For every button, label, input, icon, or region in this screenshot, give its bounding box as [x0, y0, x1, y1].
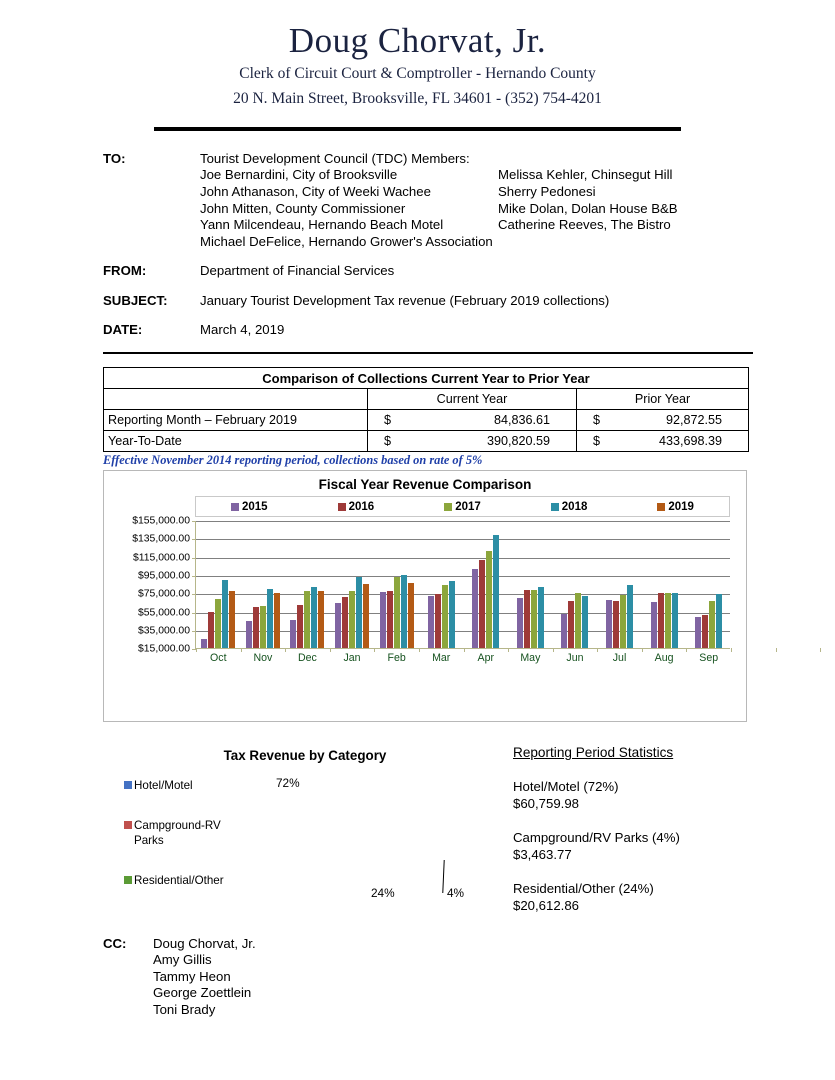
- chart-x-tick: [464, 648, 465, 652]
- chart-x-tick: [597, 648, 598, 652]
- rate-note: Effective November 2014 reporting period, collections based on rate of 5%: [103, 453, 483, 468]
- chart-x-tick: [508, 648, 509, 652]
- chart-x-axis-label-Sep: Sep: [699, 652, 719, 665]
- chart-x-axis-label-Mar: Mar: [432, 652, 451, 665]
- org-name: Doug Chorvat, Jr.: [288, 21, 547, 60]
- chart-bar-2017-Nov: [260, 606, 266, 649]
- chart-bar-2018-Apr: [493, 535, 499, 648]
- currency-symbol: $: [384, 434, 392, 449]
- pie-legend-item: [124, 818, 232, 848]
- chart-y-axis-label: $15,000.00: [137, 643, 190, 655]
- cc-name: Doug Chorvat, Jr.: [153, 936, 256, 952]
- fiscal-year-revenue-chart: [103, 470, 747, 722]
- amount: 390,820.59: [486, 434, 550, 449]
- letterhead: [0, 0, 835, 131]
- chart-x-axis-label-Oct: Oct: [210, 652, 227, 665]
- chart-bar-2017-Dec: [304, 591, 310, 648]
- chart-x-tick: [776, 648, 777, 652]
- pie-legend-swatch-icon: [124, 821, 132, 829]
- column-header-blank: [104, 389, 368, 410]
- chart-bar-2017-Aug: [665, 593, 671, 648]
- chart-bar-2016-Sep: [702, 615, 708, 648]
- to-members-grid: [200, 167, 753, 250]
- cc-name: George Zoettlein: [153, 985, 252, 1001]
- chart-legend-label: 2017: [455, 500, 481, 513]
- chart-x-tick: [419, 648, 420, 652]
- to-member: Michael DeFelice, Hernando Grower's Association: [200, 233, 493, 249]
- cc-label: CC:: [103, 936, 127, 952]
- chart-x-axis-label-Apr: Apr: [477, 652, 495, 665]
- to-heading: Tourist Development Council (TDC) Members:: [200, 150, 470, 166]
- stats-item-amount: $60,759.98: [513, 796, 580, 812]
- column-header-prior-year: Prior Year: [577, 389, 749, 410]
- chart-bar-2018-Feb: [401, 575, 407, 648]
- chart-bar-group-Dec: [285, 521, 330, 665]
- table-row: [104, 431, 749, 452]
- chart-x-tick: [241, 648, 242, 652]
- org-title: Clerk of Circuit Court & Comptroller - Hernando County: [239, 64, 596, 82]
- chart-bar-group-Sep: [686, 521, 731, 665]
- pie-legend-swatch-icon: [124, 781, 132, 789]
- chart-bar-2016-Aug: [658, 593, 664, 648]
- chart-x-tick: [731, 648, 732, 652]
- date-value: March 4, 2019: [200, 322, 285, 338]
- chart-legend-item-2015: [231, 501, 268, 513]
- amount: 84,836.61: [493, 413, 550, 428]
- cc-names: [153, 936, 256, 1018]
- chart-bar-2017-Jul: [620, 595, 626, 648]
- chart-bar-2018-Jan: [356, 577, 362, 648]
- to-member: Joe Bernardini, City of Brooksville: [200, 167, 398, 183]
- cell-prior-reporting-month: [577, 410, 749, 431]
- chart-legend-label: 2018: [561, 500, 588, 513]
- legend-swatch-icon: [231, 503, 239, 511]
- chart-bar-group-Aug: [642, 521, 687, 665]
- pie-legend-item: [124, 778, 232, 793]
- from-value: Department of Financial Services: [200, 263, 395, 279]
- to-member: Catherine Reeves, The Bistro: [498, 217, 671, 233]
- pie-legend-label: Campground-RV Parks: [134, 819, 221, 848]
- chart-bar-2019-Oct: [229, 591, 235, 648]
- cell-current-ytd: [368, 431, 577, 452]
- pie-legend-label: Residential/Other: [134, 874, 224, 888]
- chart-bar-2016-Jun: [568, 601, 574, 648]
- chart-x-tick: [374, 648, 375, 652]
- pie-chart-title: Tax Revenue by Category: [223, 748, 387, 764]
- chart-title: Fiscal Year Revenue Comparison: [318, 477, 532, 493]
- stats-item-label: Hotel/Motel (72%): [513, 779, 619, 795]
- stats-item-label: Campground/RV Parks (4%): [513, 830, 680, 846]
- org-address: 20 N. Main Street, Brooksville, FL 34601 - (352) 754-4201: [233, 90, 602, 108]
- section-divider: [103, 352, 753, 354]
- chart-x-axis-label-Dec: Dec: [298, 652, 317, 665]
- to-member: Melissa Kehler, Chinsegut Hill: [498, 167, 673, 183]
- currency-symbol: $: [593, 434, 601, 449]
- chart-y-axis-label: $35,000.00: [137, 625, 190, 637]
- chart-bar-2018-Sep: [716, 594, 722, 648]
- chart-bar-2018-Jul: [627, 585, 633, 648]
- chart-bar-2017-Oct: [215, 599, 221, 648]
- legend-swatch-icon: [551, 503, 559, 511]
- stats-item: [513, 778, 680, 812]
- chart-bar-2017-Jun: [575, 593, 581, 648]
- chart-x-tick: [285, 648, 286, 652]
- chart-bar-2015-Jun: [561, 614, 567, 648]
- cc-block: [103, 936, 835, 1018]
- pie-legend-item: [124, 873, 232, 888]
- chart-bar-2016-May: [524, 590, 530, 649]
- chart-legend-label: 2016: [348, 500, 375, 513]
- chart-x-tick: [686, 648, 687, 652]
- table-header-row: [104, 389, 749, 410]
- subject-value: January Tourist Development Tax revenue (February 2019 collections): [200, 292, 610, 308]
- chart-x-axis-label-Jul: Jul: [612, 652, 627, 665]
- pie-label-hotel: 72%: [276, 776, 300, 791]
- chart-bar-group-May: [508, 521, 553, 665]
- chart-x-axis-label-Aug: Aug: [654, 652, 674, 665]
- memo-row-date: [103, 322, 753, 339]
- chart-bar-2018-May: [538, 587, 544, 648]
- chart-bar-2019-Feb: [408, 583, 414, 648]
- cc-name: Tammy Heon: [153, 968, 231, 984]
- table-row: [104, 410, 749, 431]
- chart-bar-2016-Mar: [435, 594, 441, 648]
- chart-bar-2019-Nov: [274, 593, 280, 648]
- chart-bar-2017-Apr: [486, 551, 492, 648]
- chart-legend-item-2016: [338, 501, 375, 513]
- cell-current-reporting-month: [368, 410, 577, 431]
- to-member: Sherry Pedonesi: [498, 183, 596, 199]
- pie-label-residential: 24%: [371, 886, 395, 901]
- chart-bar-2015-May: [517, 598, 523, 648]
- chart-y-axis-label: $135,000.00: [132, 533, 190, 545]
- row-label-reporting-month: Reporting Month – February 2019: [104, 410, 368, 431]
- chart-legend-label: 2015: [242, 500, 268, 513]
- chart-bar-group-Apr: [464, 521, 509, 665]
- chart-x-axis-label-Jun: Jun: [566, 652, 584, 665]
- chart-bar-2017-Mar: [442, 585, 448, 648]
- chart-bar-group-Nov: [241, 521, 286, 665]
- chart-y-axis-label: $115,000.00: [132, 552, 190, 564]
- column-header-current-year: Current Year: [368, 389, 577, 410]
- chart-bar-2016-Oct: [208, 612, 214, 649]
- chart-bar-2017-Jan: [349, 591, 355, 648]
- chart-bar-group-Mar: [419, 521, 464, 665]
- chart-x-tick: [553, 648, 554, 652]
- from-label: FROM:: [103, 263, 147, 279]
- chart-bar-2017-Feb: [394, 577, 400, 648]
- chart-bar-2018-Jun: [582, 596, 588, 649]
- chart-bar-2018-Nov: [267, 589, 273, 648]
- chart-y-axis-label: $155,000.00: [132, 515, 190, 527]
- chart-bar-2015-Jan: [335, 603, 341, 648]
- chart-x-axis-label-Feb: Feb: [387, 652, 406, 665]
- chart-bar-2016-Jul: [613, 601, 619, 649]
- amount: 433,698.39: [658, 434, 722, 449]
- to-member: Mike Dolan, Dolan House B&B: [498, 200, 678, 216]
- chart-legend-item-2018: [551, 501, 588, 513]
- chart-legend-item-2017: [444, 501, 481, 513]
- chart-bar-group-Jan: [330, 521, 375, 665]
- pie-label-campground: 4%: [447, 886, 465, 901]
- table-title-row: [104, 368, 749, 389]
- chart-y-axis-label: $75,000.00: [137, 588, 190, 600]
- chart-legend-item-2019: [657, 501, 694, 513]
- chart-legend-label: 2019: [668, 500, 694, 513]
- to-member: John Mitten, County Commissioner: [200, 200, 406, 216]
- chart-bar-2015-Apr: [472, 569, 478, 648]
- to-member: Yann Milcendeau, Hernando Beach Motel: [200, 217, 444, 233]
- chart-x-tick: [196, 648, 197, 652]
- cell-prior-ytd: [577, 431, 749, 452]
- chart-bar-2015-Sep: [695, 617, 701, 648]
- chart-x-tick: [642, 648, 643, 652]
- chart-bar-2016-Apr: [479, 560, 485, 648]
- chart-bar-2015-Dec: [290, 620, 296, 648]
- currency-symbol: $: [384, 413, 392, 428]
- stats-item: [513, 829, 680, 863]
- chart-bar-2015-Mar: [428, 596, 434, 649]
- chart-bar-2017-Sep: [709, 601, 715, 649]
- pie-legend-label: Hotel/Motel: [134, 779, 193, 793]
- pie-chart-legend: [124, 778, 232, 913]
- memo-row-to: [103, 151, 753, 251]
- amount: 92,872.55: [665, 413, 722, 428]
- chart-bar-group-Oct: [196, 521, 241, 665]
- chart-legend: [195, 496, 730, 517]
- to-body: [200, 151, 753, 251]
- chart-y-axis-label: $55,000.00: [137, 607, 190, 618]
- to-label: TO:: [103, 150, 126, 166]
- chart-bar-2016-Nov: [253, 607, 259, 648]
- chart-bar-2018-Dec: [311, 587, 317, 648]
- chart-bar-2015-Nov: [246, 621, 252, 648]
- lower-section: [0, 736, 835, 936]
- stats-title: Reporting Period Statistics: [513, 745, 674, 761]
- stats-item: [513, 880, 680, 914]
- comparison-table: [103, 367, 749, 452]
- pie-leader-line: [442, 860, 444, 893]
- chart-bar-group-Jun: [553, 521, 598, 665]
- reporting-period-statistics: [513, 744, 680, 931]
- date-label: DATE:: [103, 322, 143, 338]
- chart-x-axis-label-Jan: Jan: [343, 652, 361, 665]
- chart-bar-2019-Dec: [318, 591, 324, 648]
- chart-bar-2015-Aug: [651, 602, 657, 648]
- chart-bar-2016-Jan: [342, 597, 348, 648]
- chart-x-axis-label-May: May: [520, 652, 541, 665]
- chart-bar-group-Jul: [597, 521, 642, 665]
- cc-name: Toni Brady: [153, 1001, 216, 1017]
- chart-bar-2015-Jul: [606, 600, 612, 648]
- chart-y-axis-label: $95,000.00: [137, 570, 190, 582]
- stats-item-amount: $20,612.86: [513, 898, 580, 914]
- chart-bar-2018-Mar: [449, 581, 455, 648]
- memo-header: [103, 151, 753, 339]
- chart-bar-2016-Feb: [387, 591, 393, 648]
- cc-name: Amy Gillis: [153, 952, 212, 968]
- row-label-year-to-date: Year-To-Date: [104, 431, 368, 452]
- legend-swatch-icon: [444, 503, 452, 511]
- chart-bar-2019-Jan: [363, 584, 369, 648]
- chart-bar-2015-Feb: [380, 592, 386, 648]
- chart-bar-2016-Dec: [297, 605, 303, 648]
- pie-legend-swatch-icon: [124, 876, 132, 884]
- chart-x-axis-label-Nov: Nov: [253, 652, 273, 665]
- chart-x-tick: [330, 648, 331, 652]
- stats-item-label: Residential/Other (24%): [513, 881, 654, 897]
- stats-item-amount: $3,463.77: [513, 847, 572, 863]
- chart-bar-2015-Oct: [201, 639, 207, 648]
- chart-bar-2018-Oct: [222, 580, 228, 648]
- comparison-table-section: [103, 367, 749, 468]
- chart-plot-area: [132, 515, 730, 665]
- chart-plot-inner: [132, 515, 730, 665]
- letterhead-divider: [154, 127, 681, 131]
- comparison-table-title: Comparison of Collections Current Year to Prior Year: [104, 368, 749, 389]
- memo-row-from: [103, 263, 753, 280]
- currency-symbol: $: [593, 413, 601, 428]
- legend-swatch-icon: [657, 503, 665, 511]
- legend-swatch-icon: [338, 503, 346, 511]
- memo-row-subject: [103, 293, 753, 310]
- chart-bar-2018-Aug: [672, 593, 678, 648]
- chart-bar-2017-May: [531, 590, 537, 649]
- subject-label: SUBJECT:: [103, 292, 168, 308]
- to-member: John Athanason, City of Weeki Wachee: [200, 183, 431, 199]
- chart-x-tick: [820, 648, 821, 652]
- chart-bar-group-Feb: [374, 521, 419, 665]
